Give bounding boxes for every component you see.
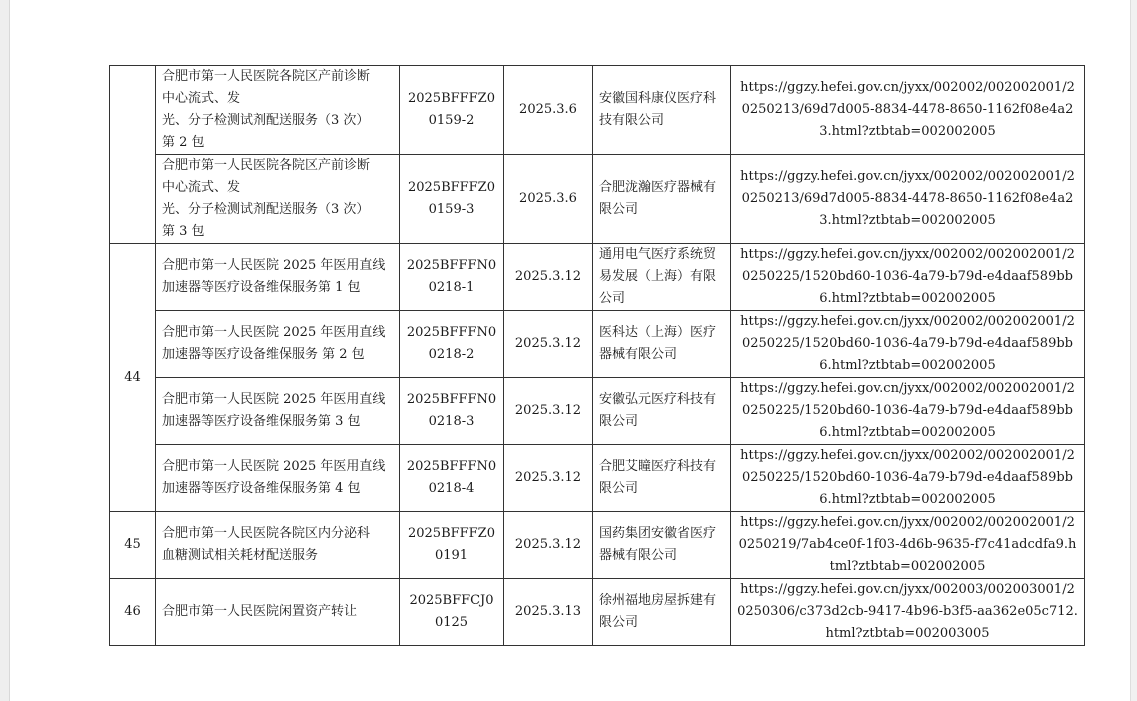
supplier-cell: 国药集团安徽省医疗器械有限公司 bbox=[593, 512, 731, 579]
announcement-url-cell[interactable]: https://ggzy.hefei.gov.cn/jyxx/002003/002003001/20250306/c373d2cb-9417-4b96-b3f5-aa362e05c712.html?ztbtab=002003005 bbox=[731, 579, 1085, 646]
page-right-scrollbar[interactable] bbox=[1130, 0, 1137, 701]
announcement-url-cell[interactable]: https://ggzy.hefei.gov.cn/jyxx/002002/002002001/20250225/1520bd60-1036-4a79-b79d-e4daaf589bb6.html?ztbtab=002002005 bbox=[731, 244, 1085, 311]
project-name-line: 合肥市第一人民医院各院区产前诊断 bbox=[162, 69, 371, 84]
project-name-line: 合肥市第一人民医院各院区内分泌科 bbox=[162, 526, 371, 541]
publish-date-cell: 2025.3.12 bbox=[504, 311, 593, 378]
project-name-line: 合肥市第一人民医院 2025 年医用直线 bbox=[162, 325, 386, 340]
publish-date-cell: 2025.3.12 bbox=[504, 445, 593, 512]
row-number-cell bbox=[110, 66, 156, 244]
project-code-cell: 2025BFFFZ00159-2 bbox=[400, 66, 504, 155]
row-number-cell: 44 bbox=[110, 244, 156, 512]
project-name-cell bbox=[156, 66, 400, 155]
table-row bbox=[110, 445, 1085, 512]
announcement-url-cell[interactable]: https://ggzy.hefei.gov.cn/jyxx/002002/002002001/20250219/7ab4ce0f-1f03-4d6b-9635-f7c41adcdfa9.html?ztbtab=002002005 bbox=[731, 512, 1085, 579]
project-name-cell bbox=[156, 579, 400, 646]
supplier-cell: 合肥泷瀚医疗器械有限公司 bbox=[593, 155, 731, 244]
project-name-line: 加速器等医疗设备维保服务第 3 包 bbox=[162, 414, 361, 429]
project-name-cell bbox=[156, 155, 400, 244]
announcement-url-cell[interactable]: https://ggzy.hefei.gov.cn/jyxx/002002/002002001/20250213/69d7d005-8834-4478-8650-1162f08e4a23.html?ztbtab=002002005 bbox=[731, 66, 1085, 155]
supplier-cell: 医科达（上海）医疗器械有限公司 bbox=[593, 311, 731, 378]
project-name-cell bbox=[156, 512, 400, 579]
project-code-cell: 2025BFFFN00218-2 bbox=[400, 311, 504, 378]
project-name-line: 中心流式、发 bbox=[162, 91, 241, 106]
announcement-url-cell[interactable]: https://ggzy.hefei.gov.cn/jyxx/002002/002002001/20250213/69d7d005-8834-4478-8650-1162f08e4a23.html?ztbtab=002002005 bbox=[731, 155, 1085, 244]
publish-date-cell: 2025.3.13 bbox=[504, 579, 593, 646]
project-code-cell: 2025BFFCJ00125 bbox=[400, 579, 504, 646]
project-name-line: 血糖测试相关耗材配送服务 bbox=[162, 548, 319, 563]
table-row bbox=[110, 244, 1085, 311]
project-name-line: 第 2 包 bbox=[162, 135, 205, 150]
project-name-line: 光、分子检测试剂配送服务（3 次） bbox=[162, 113, 370, 128]
project-code-cell: 2025BFFFN00218-4 bbox=[400, 445, 504, 512]
table-row bbox=[110, 579, 1085, 646]
announcement-url-cell[interactable]: https://ggzy.hefei.gov.cn/jyxx/002002/002002001/20250225/1520bd60-1036-4a79-b79d-e4daaf589bb6.html?ztbtab=002002005 bbox=[731, 311, 1085, 378]
project-name-line: 第 3 包 bbox=[162, 224, 205, 239]
project-code-cell: 2025BFFFZ00159-3 bbox=[400, 155, 504, 244]
table-row bbox=[110, 378, 1085, 445]
announcement-url-cell[interactable]: https://ggzy.hefei.gov.cn/jyxx/002002/002002001/20250225/1520bd60-1036-4a79-b79d-e4daaf589bb6.html?ztbtab=002002005 bbox=[731, 378, 1085, 445]
table-row bbox=[110, 66, 1085, 155]
table-row bbox=[110, 155, 1085, 244]
project-name-line: 合肥市第一人民医院 2025 年医用直线 bbox=[162, 258, 386, 273]
supplier-cell: 通用电气医疗系统贸易发展（上海）有限公司 bbox=[593, 244, 731, 311]
project-name-line: 合肥市第一人民医院 2025 年医用直线 bbox=[162, 459, 386, 474]
project-name-cell bbox=[156, 244, 400, 311]
publish-date-cell: 2025.3.12 bbox=[504, 512, 593, 579]
supplier-cell: 合肥艾瞳医疗科技有限公司 bbox=[593, 445, 731, 512]
publish-date-cell: 2025.3.6 bbox=[504, 66, 593, 155]
project-name-cell bbox=[156, 311, 400, 378]
project-code-cell: 2025BFFFZ00191 bbox=[400, 512, 504, 579]
project-name-line: 合肥市第一人民医院 2025 年医用直线 bbox=[162, 392, 386, 407]
project-name-line: 合肥市第一人民医院闲置资产转让 bbox=[162, 604, 358, 619]
project-name-line: 中心流式、发 bbox=[162, 180, 241, 195]
table-row bbox=[110, 311, 1085, 378]
row-number-cell: 45 bbox=[110, 512, 156, 579]
publish-date-cell: 2025.3.12 bbox=[504, 378, 593, 445]
publish-date-cell: 2025.3.6 bbox=[504, 155, 593, 244]
procurement-results-table bbox=[109, 65, 1085, 646]
project-name-cell bbox=[156, 445, 400, 512]
announcement-url-cell[interactable]: https://ggzy.hefei.gov.cn/jyxx/002002/002002001/20250225/1520bd60-1036-4a79-b79d-e4daaf589bb6.html?ztbtab=002002005 bbox=[731, 445, 1085, 512]
project-name-line: 光、分子检测试剂配送服务（3 次） bbox=[162, 202, 370, 217]
project-name-line: 合肥市第一人民医院各院区产前诊断 bbox=[162, 158, 371, 173]
publish-date-cell: 2025.3.12 bbox=[504, 244, 593, 311]
project-code-cell: 2025BFFFN00218-1 bbox=[400, 244, 504, 311]
project-code-cell: 2025BFFFN00218-3 bbox=[400, 378, 504, 445]
project-name-line: 加速器等医疗设备维保服务第 1 包 bbox=[162, 280, 361, 295]
project-name-line: 加速器等医疗设备维保服务 第 2 包 bbox=[162, 347, 365, 362]
page-left-margin bbox=[0, 0, 10, 701]
row-number-cell: 46 bbox=[110, 579, 156, 646]
project-name-line: 加速器等医疗设备维保服务第 4 包 bbox=[162, 481, 361, 496]
supplier-cell: 安徽国科康仪医疗科技有限公司 bbox=[593, 66, 731, 155]
supplier-cell: 徐州福地房屋拆建有限公司 bbox=[593, 579, 731, 646]
supplier-cell: 安徽弘元医疗科技有限公司 bbox=[593, 378, 731, 445]
table-row bbox=[110, 512, 1085, 579]
project-name-cell bbox=[156, 378, 400, 445]
